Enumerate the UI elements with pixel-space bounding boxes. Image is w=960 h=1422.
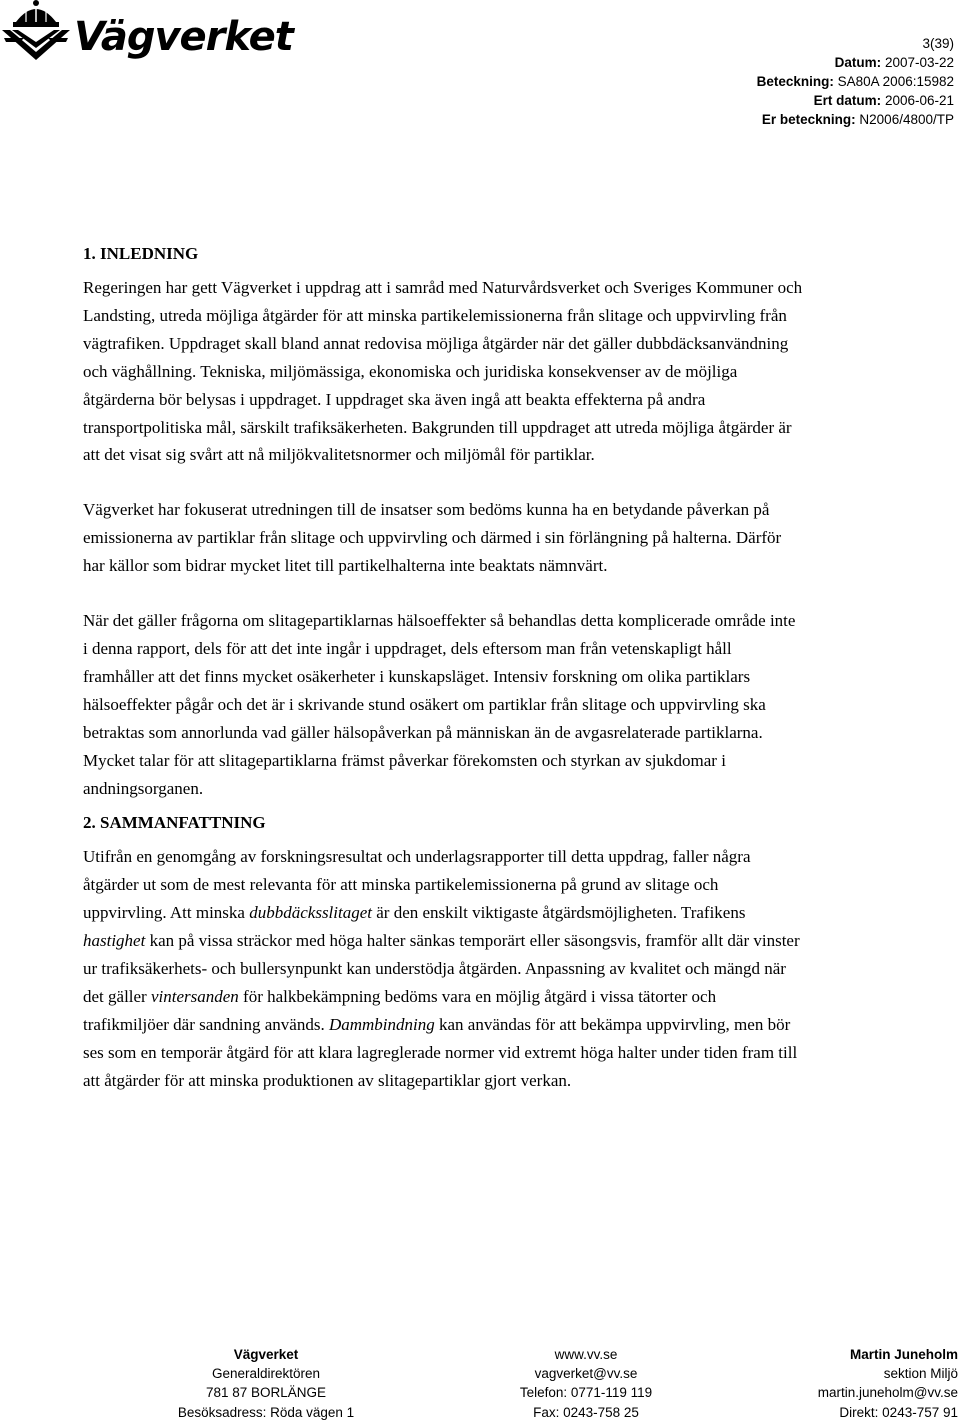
- paragraph-4-part-c: kan på vissa sträckor med höga halter sänkas temporärt eller säsongsvis, framför allt där vinster ur trafiksäkerhets- och bullersynpunkt kan understödja åtgärden. Anpassning av kvalitet och mängd när det gäller: [83, 931, 800, 1006]
- vagverket-logo: [0, 0, 293, 70]
- crown-emblem-icon: [0, 0, 72, 70]
- emphasis-hastighet: hastighet: [83, 931, 146, 951]
- section-heading-sammanfattning: 2. SAMMANFATTNING: [83, 813, 266, 833]
- document-header-meta: [757, 34, 954, 129]
- document-body: [83, 240, 803, 1095]
- footer-email-link[interactable]: vagverket@vv.se: [534, 1366, 638, 1382]
- page-number: 3(39): [922, 36, 954, 51]
- emphasis-dammbindning: Dammbindning: [328, 1014, 435, 1034]
- footer-person-direct: Direkt: 0243-757 91: [839, 1404, 958, 1420]
- footer-person-name: Martin Juneholm: [849, 1347, 958, 1362]
- footer-org-visit: Besöksadress: Röda vägen 1: [177, 1404, 355, 1420]
- datum-value: 2007-03-22: [884, 55, 954, 70]
- ert-datum-value: 2006-06-21: [884, 93, 954, 108]
- footer-org-name: Vägverket: [233, 1347, 299, 1362]
- logo-wordmark: Vägverket: [74, 14, 293, 60]
- footer-contact-info: [506, 1345, 666, 1422]
- er-beteckning-row: [757, 110, 954, 129]
- ert-datum-label: Ert datum:: [813, 93, 882, 108]
- paragraph-4: [83, 843, 803, 1094]
- beteckning-label: Beteckning:: [756, 74, 834, 89]
- ert-datum-row: [757, 91, 954, 110]
- footer-web-link[interactable]: www.vv.se: [554, 1347, 618, 1362]
- beteckning-value: SA80A 2006:15982: [837, 74, 954, 89]
- footer-person: [778, 1345, 958, 1422]
- paragraph-1: Regeringen har gett Vägverket i uppdrag att i samråd med Naturvårdsverket och Sveriges Kommuner och Landsting, utreda möjliga åtgärder för att minska partikelemissionerna från slitage och uppvirvling från vägtrafiken. Uppdraget skall bland annat redovisa möjliga åtgärder när det gäller dubbdäcksanvändning och väghållning. Tekniska, miljömässiga, ekonomiska och juridiska konsekvenser av de möjliga åtgärderna bör belysas i uppdraget. I uppdraget ska även ingå att beakta effekterna på andra transportpolitiska mål, särskilt trafiksäkerheten. Bakgrunden till uppdraget att utreda möjliga åtgärder är att det visat sig svårt att nå miljökvalitetsnormer och miljömål för partiklar.: [83, 278, 803, 465]
- footer-person-email[interactable]: martin.juneholm@vv.se: [817, 1385, 958, 1401]
- footer-org-postal: 781 87 BORLÄNGE: [205, 1385, 327, 1401]
- footer-fax: Fax: 0243-758 25: [533, 1404, 639, 1420]
- emphasis-vintersanden: vintersanden: [150, 986, 239, 1006]
- section-heading-inledning: 1. INLEDNING: [83, 244, 199, 263]
- paragraph-4-part-b: är den enskilt viktigaste åtgärdsmöjligheten. Trafikens: [372, 903, 746, 923]
- footer-phone: Telefon: 0771-119 119: [519, 1385, 653, 1401]
- footer-person-section: sektion Miljö: [883, 1366, 958, 1382]
- paragraph-4-part-a: Utifrån en genomgång av forskningsresultat och underlagsrapporter till detta uppdrag, faller några åtgärder ut som de mest relevanta för att minska partikelemissionerna på grund av slitage och uppvirvling. Att minska: [83, 847, 751, 923]
- datum-label: Datum:: [834, 55, 882, 70]
- paragraph-4-part-e: kan användas för att bekämpa uppvirvling, men bör ses som en temporär åtgärd för att klara lagreglerade normer vid extremt höga halter under tiden fram till att åtgärder för att minska produktionen av slitagepartiklar gjort verkan.: [83, 1014, 798, 1090]
- paragraph-4-part-d: för halkbekämpning bedöms vara en möjlig åtgärd i vissa tätorter och trafikmiljöer där sandning används.: [83, 986, 717, 1034]
- beteckning-row: [757, 72, 954, 91]
- paragraph-3: När det gäller frågorna om slitagepartiklarnas hälsoeffekter så behandlas detta komplicerade område inte i denna rapport, dels för att det inte ingår i uppdraget, dels eftersom man från vetenskapligt håll framhåller att det finns mycket osäkerheter i kunskapsläget. Intensiv forskning om olika partiklars hälsoeffekter pågår och det är i skrivande stund osäkert om partiklar från slitage och uppvirvling ska betraktas som annorlunda vad gäller hälsopåverkan på människan än de avgasrelaterade partiklarna. Mycket talar för att slitagepartiklarna främst påverkar förekomsten och styrkan av sjukdomar i andningsorganen.: [83, 611, 796, 798]
- footer-org-dept: Generaldirektören: [211, 1366, 321, 1382]
- emphasis-dubbdacksslitaget: dubbdäcksslitaget: [249, 903, 372, 923]
- datum-row: [757, 53, 954, 72]
- er-beteckning-label: Er beteckning:: [761, 112, 856, 127]
- footer-organisation: [166, 1345, 366, 1422]
- paragraph-2: Vägverket har fokuserat utredningen till de insatser som bedöms kunna ha en betydande påverkan på emissionerna av partiklar från slitage och uppvirvling och därmed i sin förlängning på halterna. Därför har källor som bidrar mycket litet till partikelhalterna inte beaktats nämnvärt.: [83, 500, 782, 576]
- er-beteckning-value: N2006/4800/TP: [859, 112, 954, 127]
